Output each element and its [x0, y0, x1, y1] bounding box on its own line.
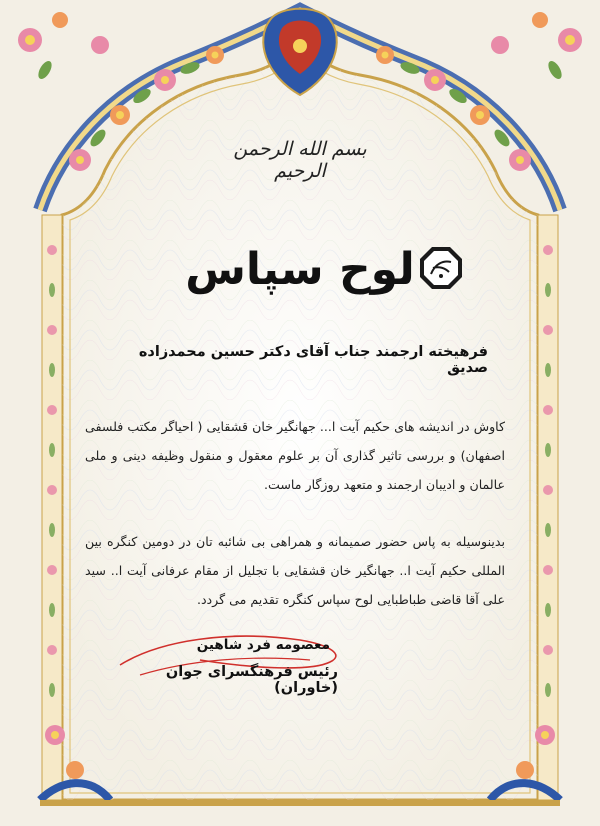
octagon-emblem-icon	[419, 246, 463, 290]
signatory-name: معصومه فرد شاهین	[196, 637, 330, 653]
basmala-calligraphy: بسم الله الرحمن الرحیم	[233, 138, 367, 182]
body-paragraph-2: بدینوسیله به پاس حضور صمیمانه و همراهی بی شائبه تان در دومین کنگره بین المللی حکیم آیت ا.. جهانگیر خان قشقایی با تجلیل از مقام عرفانی آیت ا.. سید علی آقا قاضی طباطبایی لوح سپاس کنگره تقدیم می گردد.	[85, 534, 505, 607]
certificate-title: لوح سپاس	[185, 244, 415, 295]
recipient-line: فرهیخته ارجمند جناب آقای دکتر حسین محمدزاده صدیق	[138, 344, 488, 376]
signatory-title: رئیس فرهنگسرای جوان (خاوران)	[165, 664, 338, 696]
body-paragraph-1: کاوش در اندیشه های حکیم آیت ا... جهانگیر خان قشقایی ( احیاگر مکتب فلسفی اصفهان) و بررسی تاثیر گذاری آن بر علوم معقول و منقول وظیفه دینی و ملی عالمان و ادیبان ارجمند و متعهد روزگار ماست.	[85, 419, 505, 492]
